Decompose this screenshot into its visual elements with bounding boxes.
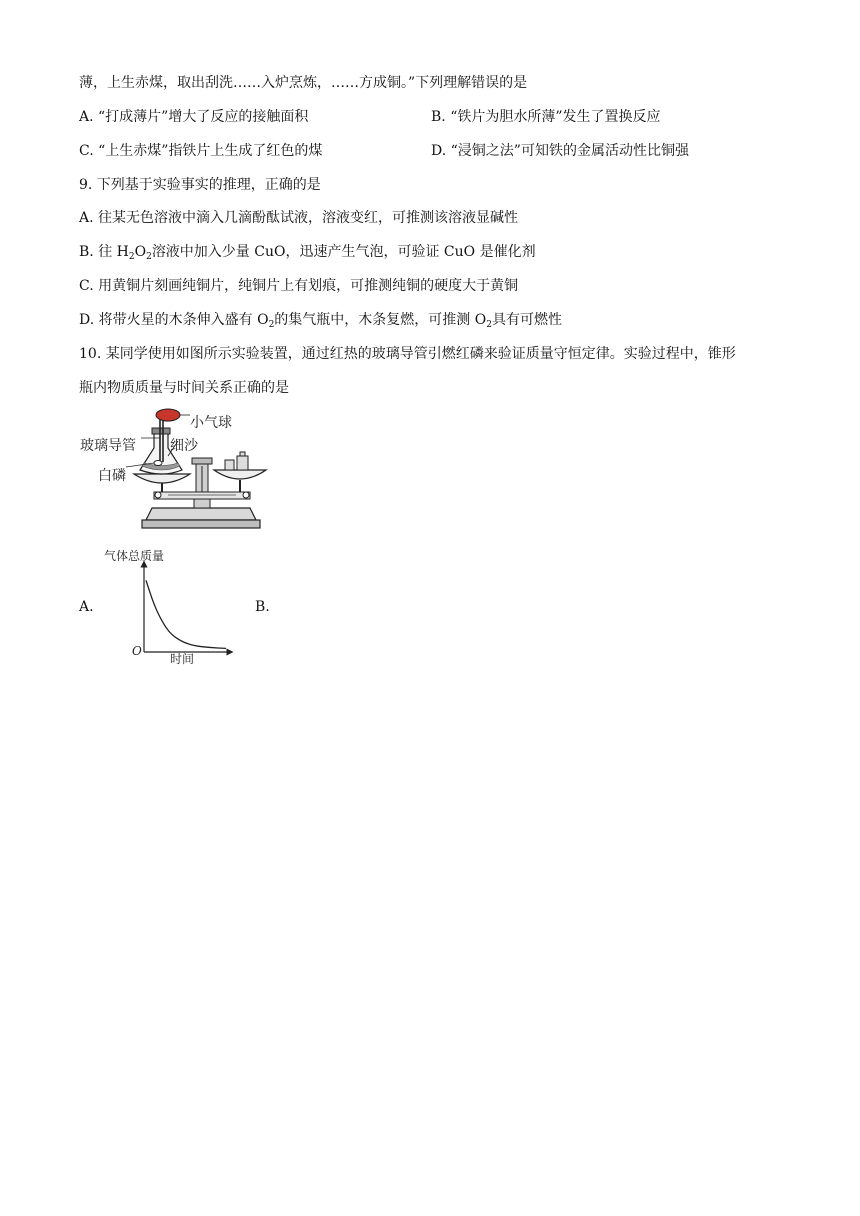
experiment-apparatus-figure bbox=[78, 408, 268, 534]
q10-option-b-label: B. bbox=[255, 599, 270, 615]
q9-option-d: D. 将带火星的木条伸入盛有 $O_2$的集气瓶中，木条复燃，可推测 $O_2$具有可燃性 bbox=[79, 312, 562, 330]
q8-option-d: D. “浸铜之法”可知铁的金属活动性比铜强 bbox=[431, 143, 689, 159]
white-phosphorus-label: 白磷 bbox=[98, 468, 126, 484]
series-line bbox=[146, 580, 226, 648]
q10-stem-line2: 瓶内物质质量与时间关系正确的是 bbox=[79, 380, 289, 396]
q10-stem-line1: 10. 某同学使用如图所示实验装置，通过红热的玻璃导管引燃红磷来验证质量守恒定律。实验过程中，锥形 bbox=[79, 346, 736, 362]
balloon-label: 小气球 bbox=[190, 415, 232, 431]
q8-option-b: B. “铁片为胆水所薄”发生了置换反应 bbox=[431, 109, 661, 125]
origin-label: O bbox=[132, 644, 142, 658]
q9-stem: 9. 下列基于实验事实的推理，正确的是 bbox=[79, 177, 321, 193]
q8-option-c: C. “上生赤煤”指铁片上生成了红色的煤 bbox=[79, 143, 323, 159]
q8-option-a: A. “打成薄片”增大了反应的接触面积 bbox=[79, 109, 309, 125]
y-axis-label: 气体总质量 bbox=[104, 549, 165, 563]
q9-option-b: B. 往 $H_2O_2$溶液中加入少量 CuO，迅速产生气泡，可验证 CuO 是催化剂 bbox=[79, 244, 536, 262]
q9-option-c: C. 用黄铜片刻画纯铜片，纯铜片上有划痕，可推测纯铜的硬度大于黄铜 bbox=[79, 278, 519, 294]
glass-tube-label: 玻璃导管 bbox=[80, 438, 136, 454]
q9-option-a: A. 往某无色溶液中滴入几滴酚酞试液，溶液变红，可推测该溶液显碱性 bbox=[79, 210, 519, 226]
q8-stem-continued: 薄，上生赤煤，取出刮洗……入炉烹炼，……方成铜。”下列理解错误的是 bbox=[79, 75, 528, 91]
option-a-graph bbox=[100, 544, 240, 668]
sand-label: 细沙 bbox=[170, 438, 198, 454]
q10-option-a-label: A. bbox=[79, 599, 94, 615]
x-axis-label: 时间 bbox=[170, 652, 195, 666]
